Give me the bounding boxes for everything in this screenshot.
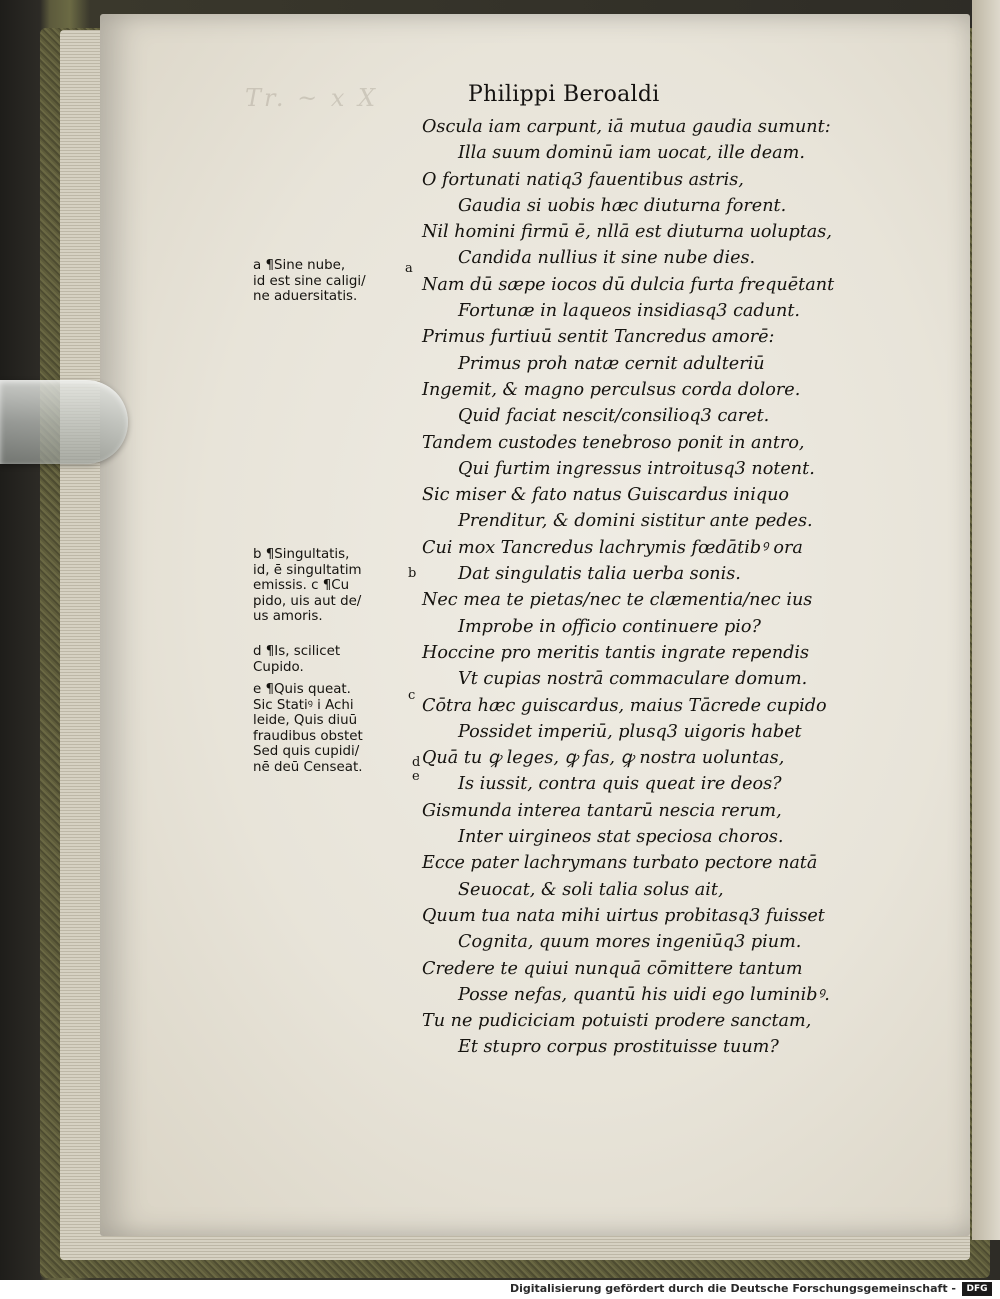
verse-line: Nil homini firmū ē, nllā est diuturna uoluptas, bbox=[422, 222, 832, 243]
verse-line: Oscula iam carpunt, iā mutua gaudia sumunt: bbox=[422, 117, 831, 137]
verse-line: Inter uirgineos stat speciosa choros. bbox=[458, 827, 784, 848]
gloss-d bbox=[253, 644, 403, 675]
verse-line: Credere te quiui nunquā cōmittere tantum bbox=[422, 958, 803, 979]
verse-line: Cui mox Tancredus lachrymis fœdātibꝰ ora bbox=[422, 537, 803, 558]
footer-bar bbox=[0, 1280, 1000, 1299]
marker-e: e bbox=[412, 769, 420, 784]
verse-line: Is iussit, contra quis queat ire deos? bbox=[458, 774, 782, 795]
verse-line: Tandem custodes tenebroso ponit in antro, bbox=[422, 432, 805, 453]
verse-line: Illa suum dominū iam uocat, ille deam. bbox=[458, 143, 805, 164]
gloss-line: id, ē singultatim bbox=[253, 562, 362, 578]
verse-line: Quā tu ꝙ leges, ꝙ fas, ꝙ nostra uoluntas, bbox=[422, 748, 785, 769]
verse-line: Nec mea te pietas/nec te clæmentia/nec ius bbox=[422, 590, 813, 611]
verse-line: Primus furtiuū sentit Tancredus amorē: bbox=[422, 327, 775, 348]
verse-line: Quid faciat nescit/consilioq3 caret. bbox=[458, 406, 770, 427]
gloss-b bbox=[253, 547, 403, 625]
gloss-line: pido, uis aut de/ bbox=[253, 593, 362, 609]
verse-line: Gismunda interea tantarū nescia rerum, bbox=[422, 800, 782, 821]
verse-line: Ecce pater lachrymans turbato pectore natā bbox=[422, 853, 818, 874]
verse-line: Possidet imperiū, plusq3 uigoris habet bbox=[458, 721, 802, 742]
gloss-line: emissis. c ¶Cu bbox=[253, 578, 350, 594]
verse-line: Improbe in officio continuere pio? bbox=[458, 616, 761, 637]
verse-line: Tu ne pudiciciam potuisti prodere sanctam, bbox=[422, 1011, 812, 1032]
verse-line: Et stupro corpus prostituisse tuum? bbox=[458, 1037, 779, 1058]
bleed-through-text: Tr. ~ x X bbox=[245, 84, 379, 112]
verse-line: Vt cupias nostrā commaculare domum. bbox=[458, 669, 808, 690]
right-page-edge bbox=[972, 0, 1000, 1240]
gloss-line: Sic Statiꝰ i Achi bbox=[253, 697, 354, 713]
verse-line: Sic miser & fato natus Guiscardus iniquo bbox=[422, 485, 790, 506]
gloss-line: fraudibus obstet bbox=[253, 728, 363, 744]
verse-line: Fortunæ in laqueos insidiasq3 cadunt. bbox=[458, 301, 800, 322]
gloss-line: Sed quis cupidi/ bbox=[253, 744, 360, 760]
verse-line: O fortunati natiq3 fauentibus astris, bbox=[422, 169, 744, 190]
verse-line: Cōtra hæc guiscardus, maius Tācrede cupido bbox=[422, 695, 827, 716]
dfg-logo: DFG bbox=[962, 1282, 992, 1296]
page-clip bbox=[0, 380, 128, 464]
verse-line: Candida nullius it sine nube dies. bbox=[458, 248, 756, 269]
marker-b: b bbox=[408, 566, 417, 581]
gloss-a bbox=[253, 258, 403, 305]
verse-line: Quum tua nata mihi uirtus probitasq3 fuisset bbox=[422, 905, 825, 926]
verse-line: Dat singulatis talia uerba sonis. bbox=[458, 564, 741, 585]
gloss-line: d ¶Is, scilicet bbox=[253, 644, 341, 659]
gloss-line: b ¶Singultatis, bbox=[253, 547, 350, 562]
gloss-line: ne aduersitatis. bbox=[253, 289, 358, 305]
verse-line: Qui furtim ingressus introitusq3 notent. bbox=[458, 458, 815, 479]
gloss-line: us amoris. bbox=[253, 609, 323, 625]
gloss-e bbox=[253, 682, 403, 776]
gloss-line: id est sine caligi/ bbox=[253, 273, 366, 289]
running-header: Philippi Beroaldi bbox=[468, 82, 660, 107]
gloss-line: leide, Quis diuū bbox=[253, 713, 358, 729]
gloss-line: nē deū Censeat. bbox=[253, 759, 363, 775]
verse-line: Prenditur, & domini sistitur ante pedes. bbox=[458, 511, 813, 532]
verse-line: Hoccine pro meritis tantis ingrate rependis bbox=[422, 642, 810, 663]
funding-notice: Digitalisierung gefördert durch die Deutsche Forschungsgemeinschaft - bbox=[509, 1282, 956, 1295]
verse-line: Ingemit, & magno perculsus corda dolore. bbox=[422, 379, 801, 400]
verse-line: Posse nefas, quantū his uidi ego luminibꝰ. bbox=[458, 984, 830, 1005]
gloss-line: e ¶Quis queat. bbox=[253, 682, 351, 697]
marker-c: c bbox=[408, 688, 416, 703]
gloss-line: a ¶Sine nube, bbox=[253, 258, 346, 273]
verse-line: Primus proh natæ cernit adulteriū bbox=[458, 353, 765, 374]
verse-line: Nam dū sæpe iocos dū dulcia furta frequētant bbox=[422, 274, 835, 295]
verse-line: Gaudia si uobis hæc diuturna forent. bbox=[458, 195, 787, 216]
verse-line: Cognita, quum mores ingeniūq3 pium. bbox=[458, 932, 802, 953]
marker-a: a bbox=[405, 261, 413, 276]
marker-d: d bbox=[412, 755, 421, 770]
gloss-line: Cupido. bbox=[253, 659, 304, 675]
verse-line: Seuocat, & soli talia solus ait, bbox=[458, 879, 724, 900]
verse-block bbox=[422, 114, 892, 1061]
